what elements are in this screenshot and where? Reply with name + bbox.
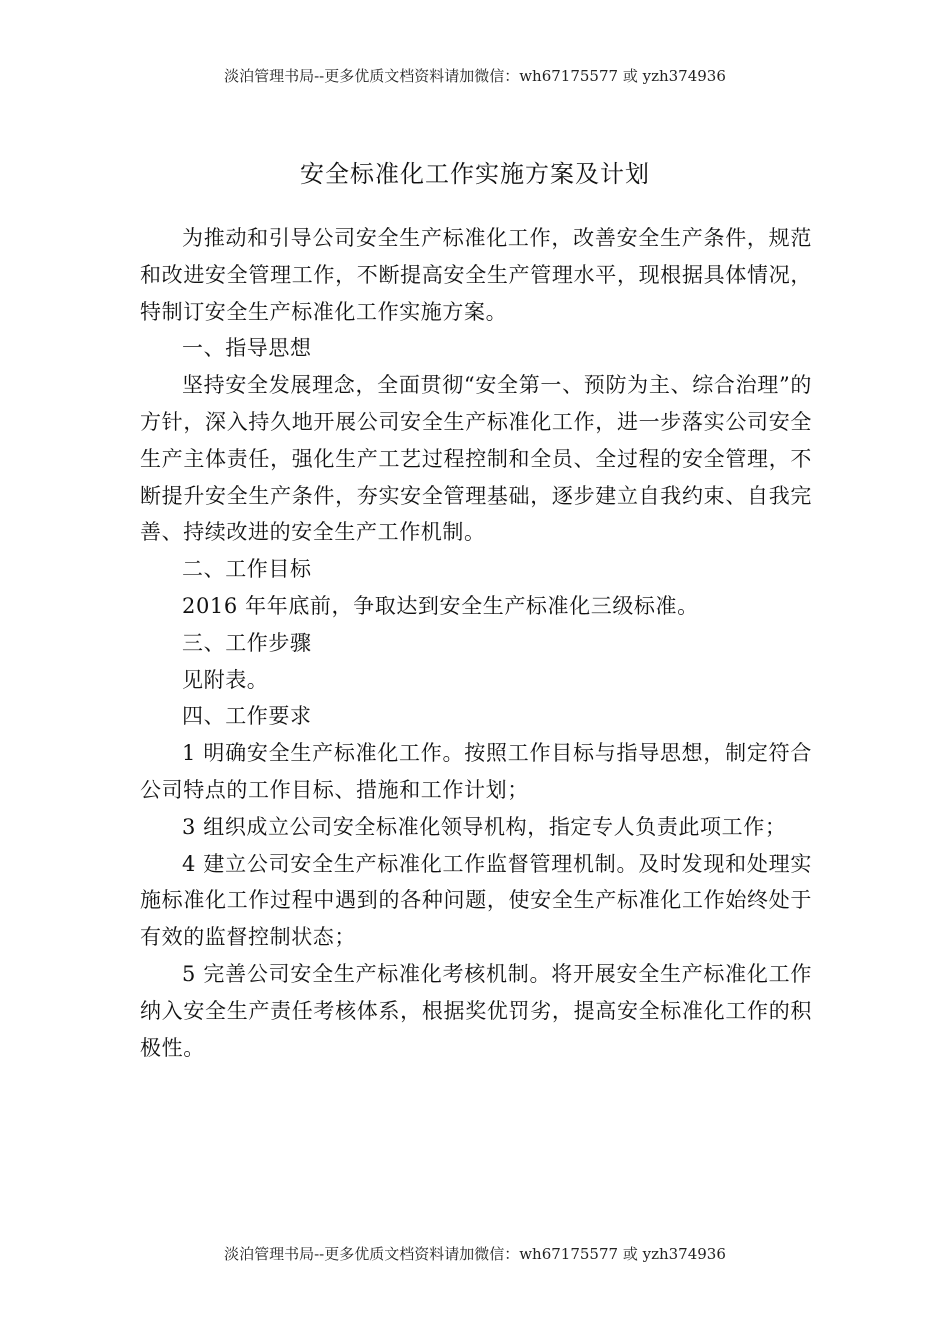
page-footer: 淡泊管理书局--更多优质文档资料请加微信：wh67175577 或 yzh374936 bbox=[224, 1245, 726, 1263]
document-body bbox=[140, 220, 812, 1066]
section-heading-3: 三、工作步骤 bbox=[182, 630, 312, 655]
page-header: 淡泊管理书局--更多优质文档资料请加微信：wh67175577 或 yzh374936 bbox=[224, 67, 726, 85]
paragraph-work-goal: 2016 年年底前，争取达到安全生产标准化三级标准。 bbox=[182, 593, 699, 618]
requirement-item-1: 1 明确安全生产标准化工作。按照工作目标与指导思想，制定符合公司特点的工作目标、措施和工作计划； bbox=[140, 741, 812, 802]
requirement-item-3: 3 组织成立公司安全标准化领导机构，指定专人负责此项工作； bbox=[182, 814, 787, 839]
section-heading-4: 四、工作要求 bbox=[182, 704, 312, 729]
paragraph-guiding-thought: 坚持安全发展理念，全面贯彻“安全第一、预防为主、综合治理”的方针，深入持久地开展公司安全生产标准化工作，进一步落实公司安全生产主体责任，强化生产工艺过程控制和全员、全过程的安全管理，不断提升安全生产条件，夯实安全管理基础，逐步建立自我约束、自我完善、持续改进的安全生产工作机制。 bbox=[140, 373, 812, 545]
paragraph-intro: 为推动和引导公司安全生产标准化工作，改善安全生产条件，规范和改进安全管理工作，不断提高安全生产管理水平，现根据具体情况，特制订安全生产标准化工作实施方案。 bbox=[140, 226, 812, 324]
paragraph-work-steps: 见附表。 bbox=[182, 667, 269, 692]
requirement-item-4: 4 建立公司安全生产标准化工作监督管理机制。及时发现和处理实施标准化工作过程中遇到的各种问题，使安全生产标准化工作始终处于有效的监督控制状态； bbox=[140, 851, 812, 950]
requirement-item-5: 5 完善公司安全生产标准化考核机制。将开展安全生产标准化工作纳入安全生产责任考核体系，根据奖优罚劣，提高安全标准化工作的积极性。 bbox=[140, 961, 812, 1060]
section-heading-2: 二、工作目标 bbox=[182, 557, 312, 582]
section-heading-1: 一、指导思想 bbox=[182, 336, 312, 361]
document-title: 安全标准化工作实施方案及计划 bbox=[300, 160, 650, 188]
